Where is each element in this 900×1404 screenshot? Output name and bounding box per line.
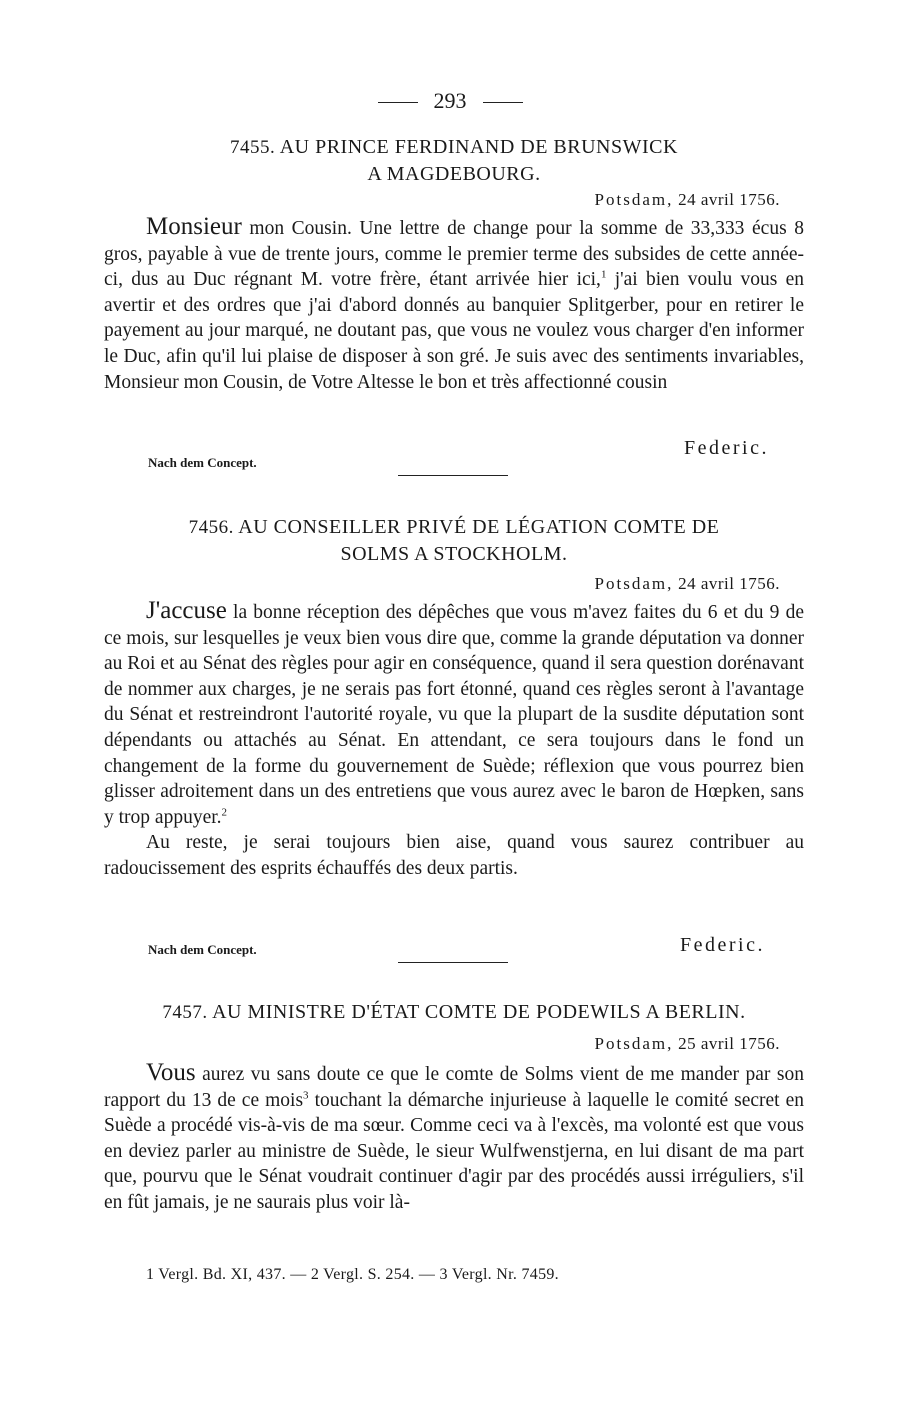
paragraph-text-tail: j'ai bien voulu vous en avertir et des ordres que j'ai d'abord donnés au banquier Splitgerber, pour en retirer le payement au jour marqué, ne doutant pas, que vous ne voulez vous charger d'en informer le Duc, afin qu'il lui plaise de disposer à son gré. Je suis avec des sentiments invariables, Monsieur mon Cousin, de Votre Altesse le bon et très affectionné cousin xyxy=(104,269,804,393)
signature: Federic. xyxy=(684,437,769,459)
heading-line-2: SOLMS A STOCKHOLM. xyxy=(340,543,568,565)
letter-7457-heading xyxy=(104,999,804,1026)
letter-paragraph: Au reste, je serai toujours bien aise, quand vous saurez contribuer au radoucissement des esprits échauffés des deux partis. xyxy=(104,832,804,879)
letter-paragraph xyxy=(104,1060,804,1216)
dateline-date: 25 avril 1756. xyxy=(678,1034,780,1053)
heading-line-2: A MAGDEBOURG. xyxy=(367,163,541,185)
paragraph-text: la bonne réception des dépêches que vous m'avez faites du 6 et du 9 de ce mois, sur lesquelles je veux bien vous dire que, comme la grande députation va donner au Roi et au Sénat des règles pour agir en conséquence, quand il sera question dorénavant de nommer aux charges, je ne serais pas fort étonné, quand ces règles seront à l'avantage du Sénat et restreindront l'autorité royale, vu que la plupart de la susdite députation sont dépendants ou attachés au Sénat. En attendant, ce sera toujours dans le fond un changement de la forme du gouvernement de Suède; réflexion que vous pourrez bien glisser adroitement dans un des entretiens que vous aurez avec le baron de Hœpken, sans y trop appuyer. xyxy=(104,602,804,828)
section-divider xyxy=(398,475,508,476)
dateline-place: Potsdam, xyxy=(594,1034,674,1053)
footnote-ref: 3 xyxy=(303,1089,309,1102)
footnote-ref: 1 xyxy=(600,268,607,281)
dateline-date: 24 avril 1756. xyxy=(678,190,780,209)
heading-line-1: AU PRINCE FERDINAND DE BRUNSWICK xyxy=(279,136,678,158)
letter-7457-body xyxy=(104,1060,804,1216)
first-word: Monsieur xyxy=(146,213,242,240)
letter-7456-heading xyxy=(104,514,804,567)
letter-7456-body xyxy=(104,598,804,882)
dateline-place: Potsdam, xyxy=(594,574,674,593)
page-number xyxy=(0,88,900,114)
source-note: Nach dem Concept. xyxy=(148,455,257,470)
letter-7455-heading xyxy=(104,134,804,187)
footnote-ref: 2 xyxy=(221,806,228,819)
paragraph-text-tail: touchant la démarche injurieuse à laquelle le comité secret en Suède a procédé vis-à-vis de ma sœur. Comme ceci va à l'excès, ma volonté est que vous en deviez parler au ministre de Suède, le sieur Wulfwenstjerna, en lui disant de ma part que, pourvu que le Sénat voudrait continuer d'agir par des procédés aussi irréguliers, s'il en fût jamais, je ne saurais plus voir là- xyxy=(104,1089,805,1213)
signature: Federic. xyxy=(680,934,765,956)
page-number-dash-left xyxy=(378,102,418,103)
paragraph-text: aurez vu sans doute ce que le comte de Solms vient de me mander par son rapport du 13 de ce mois xyxy=(104,1064,805,1111)
letter-paragraph xyxy=(104,214,804,395)
letter-7455-body xyxy=(104,214,804,395)
letter-7455-dateline xyxy=(595,190,780,210)
first-word: Vous xyxy=(146,1059,196,1086)
letter-7456-dateline xyxy=(595,574,780,594)
section-divider xyxy=(398,962,508,963)
footnotes: 1 Vergl. Bd. XI, 437. — 2 Vergl. S. 254. — 3 Vergl. Nr. 7459. xyxy=(146,1266,559,1283)
heading-line-1: AU CONSEILLER PRIVÉ DE LÉGATION COMTE DE xyxy=(238,516,720,538)
first-word: J'accuse xyxy=(146,597,227,624)
page-number-value: 293 xyxy=(433,88,467,113)
dateline-place: Potsdam, xyxy=(594,190,674,209)
letter-number: 7455. xyxy=(230,137,276,158)
page-number-dash-right xyxy=(483,102,523,103)
letter-number: 7457. xyxy=(162,1002,208,1023)
letter-7457-dateline xyxy=(595,1034,780,1054)
dateline-date: 24 avril 1756. xyxy=(678,574,780,593)
paragraph-text: mon Cousin. Une lettre de change pour la somme de 33,333 écus 8 gros, payable à vue de trente jours, comme le premier terme des subsides de cette année-ci, dus au Duc régnant M. votre frère, étant arrivée hier ici, xyxy=(104,218,805,291)
letter-number: 7456. xyxy=(188,517,234,538)
source-note: Nach dem Concept. xyxy=(148,942,257,957)
letter-paragraph xyxy=(104,598,804,830)
heading-line-1: AU MINISTRE D'ÉTAT COMTE DE PODEWILS A BERLIN. xyxy=(212,1001,746,1023)
